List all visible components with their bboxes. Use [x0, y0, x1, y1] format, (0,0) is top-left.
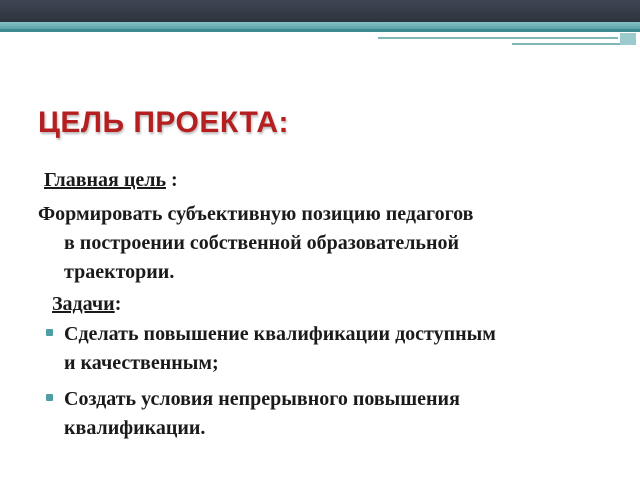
- decorative-line: [512, 43, 622, 45]
- main-goal-suffix: :: [166, 169, 178, 191]
- main-goal-line: траектории.: [64, 261, 175, 283]
- slide-title: ЦЕЛЬ ПРОЕКТА:: [38, 106, 290, 139]
- main-goal-line: в построении собственной образовательной: [64, 232, 460, 254]
- main-goal-line: Формировать субъективную позицию педагогов: [38, 203, 474, 225]
- main-goal-heading: [44, 168, 178, 192]
- task-item-line: Сделать повышение квалификации доступным: [64, 323, 496, 345]
- square-bullet-icon: [46, 394, 53, 401]
- tasks-heading: [52, 292, 121, 316]
- top-banner-teal: [0, 22, 640, 29]
- task-item-line: квалификации.: [64, 417, 206, 439]
- decorative-line: [378, 37, 618, 39]
- top-banner-dark: [0, 0, 640, 22]
- task-item-line: и качественным;: [64, 352, 219, 374]
- decorative-line: [620, 33, 636, 45]
- main-goal-label: Главная цель: [44, 169, 167, 191]
- square-bullet-icon: [46, 329, 53, 336]
- top-banner-teal-edge: [0, 29, 640, 32]
- tasks-label: Задачи: [52, 293, 115, 315]
- tasks-suffix: :: [114, 293, 122, 315]
- task-item-line: Создать условия непрерывного повышения: [64, 388, 460, 410]
